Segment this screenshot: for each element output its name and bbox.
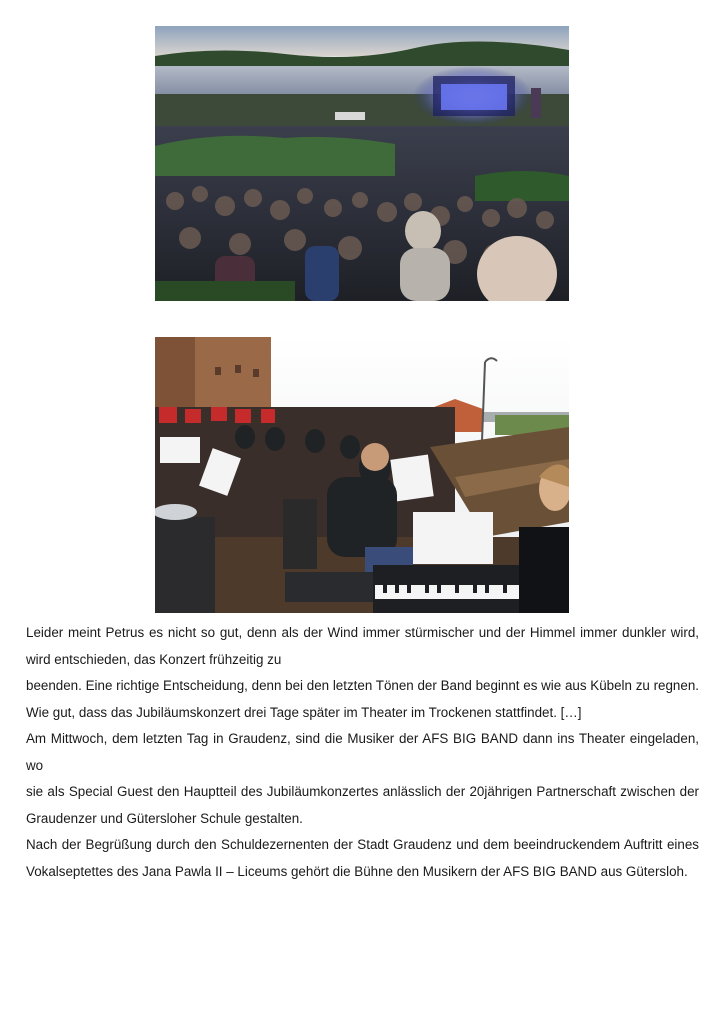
text-line: Vokalseptettes des Jana Pawla II – Liceums gehört die Bühne den Musikern der AFS BIG BAND aus Gütersloh. bbox=[26, 863, 688, 879]
text-line: Leider meint Petrus es nicht so gut, denn als der Wind immer stürmischer und der Himmel immer dunkler wird, bbox=[26, 625, 699, 640]
text-line: wird entschieden, das Konzert frühzeitig zu bbox=[26, 651, 282, 667]
text-line: Graudenzer und Gütersloher Schule gestalten. bbox=[26, 810, 303, 826]
text-line: Nach der Begrüßung durch den Schuldezernenten der Stadt Graudenz und dem beeindruckendem Auftritt eines bbox=[26, 837, 699, 852]
big-band-stage-photo bbox=[155, 337, 569, 613]
text-line: Wie gut, dass das Jubiläumskonzert drei Tage später im Theater im Trockenen stattfindet. […] bbox=[26, 704, 582, 720]
text-line: Am Mittwoch, dem letzten Tag in Graudenz, sind die Musiker der AFS BIG BAND dann ins Theater eingeladen, wo bbox=[26, 731, 699, 773]
article-text bbox=[26, 620, 699, 885]
concert-crowd-photo bbox=[155, 26, 569, 301]
text-line: sie als Special Guest den Hauptteil des Jubiläumkonzertes anlässlich der 20jährigen Partnerschaft zwischen der bbox=[26, 784, 699, 799]
text-line: beenden. Eine richtige Entscheidung, denn bei den letzten Tönen der Band beginnt es wie aus Kübeln zu regnen. bbox=[26, 678, 699, 693]
